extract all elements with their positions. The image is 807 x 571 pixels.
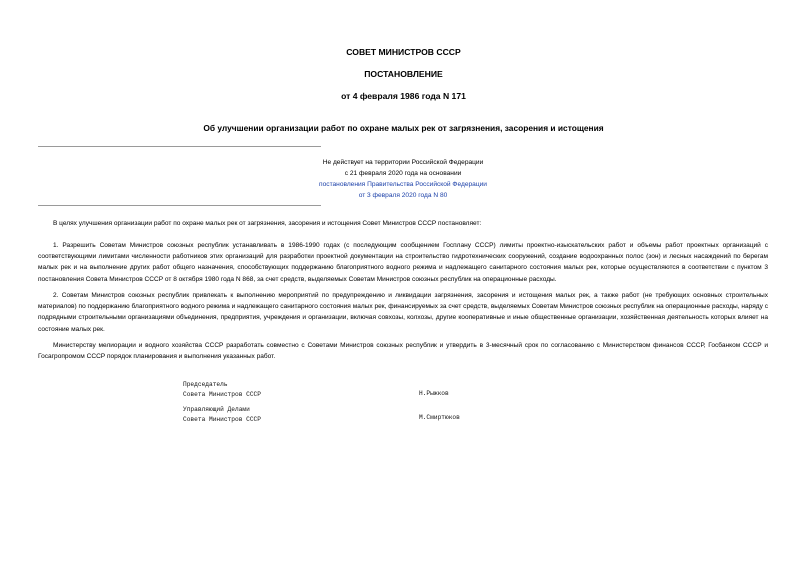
notice-top-divider xyxy=(38,146,321,147)
intro-paragraph: В целях улучшения организации работ по охране малых рек от загрязнения, засорения и истощения Совет Министров СССР постановляет: xyxy=(53,220,482,227)
paragraph-3: Министерству мелиорации и водного хозяйства СССР разработать совместно с Советами Министров союзных республик и утвердить в 3-месячный срок по согласованию с Министерством финансов СССР, Госбанком СССР и Госагропромом СССР порядок планирования и выполнения указанных работ. xyxy=(38,342,768,361)
signature-role-line-2: Совета Министров СССР xyxy=(183,390,261,398)
document-title: Об улучшении организации работ по охране малых рек от загрязнения, засорения и истощения xyxy=(203,123,604,133)
signature-name-chairman: Н.Рыжков xyxy=(419,390,449,397)
notice-line-1: Не действует на территории Российской Федерации xyxy=(322,159,484,166)
signature-role-line-1: Председатель xyxy=(183,381,228,388)
signature-block-chairman xyxy=(183,380,261,399)
paragraph-2: 2. Советам Министров союзных республик привлекать к выполнению мероприятий по предупреждению и ликвидации загрязнения, засорения и истощения малых рек, а также работ (не требующих основных строительных материалов) по поддержанию благоприятного водного режима и надлежащего санитарного состояния малых рек, финансируемых за счет средств, выделяемых Советам Министров союзных республик на операционные расходы, наряду с подрядными строительными организациями объединения, предприятия, учреждения и организации, включая совхозы, колхозы, другие кооперативные и иные общественные организации, хозяйственная деятельность которых влияет на состояние малых рек. xyxy=(38,292,768,333)
document-date-heading: от 4 февраля 1986 года N 171 xyxy=(341,91,466,101)
validity-notice xyxy=(38,157,768,201)
notice-link-date[interactable]: от 3 февраля 2020 года N 80 xyxy=(358,192,448,199)
paragraph-1: 1. Разрешить Советам Министров союзных республик устанавливать в 1986-1990 годах (с последующим сообщением Госплану СССР) лимиты проектно-изыскательских работ и объемы работ проектных организаций с соответствующими лимитами численности работников этих организаций для разработки проектной документации на строительство гидротехнических сооружений, создание водоохранных полос (зон) и лесных насаждений по берегам малых рек и на выполнение других работ общего назначения, способствующих поддержанию благоприятного водного режима и надлежащего санитарного состояния малых рек, которые осуществляются в соответствии с пунктом 3 постановления Совета Министров СССР от 8 октября 1980 года N 868, за счет средств, выделяемых Советам Министров союзных республик на операционные расходы. xyxy=(38,242,768,283)
signature-role-line-2: Совета Министров СССР xyxy=(183,415,261,423)
notice-line-2: с 21 февраля 2020 года на основании xyxy=(344,170,462,177)
signature-role-line-1: Управляющий Делами xyxy=(183,406,250,413)
signature-block-manager xyxy=(183,405,261,424)
notice-link-resolution[interactable]: постановления Правительства Российской Федерации xyxy=(319,181,487,188)
signature-name-manager: М.Смиртюков xyxy=(419,414,460,421)
notice-bottom-divider xyxy=(38,205,321,206)
issuer-heading: СОВЕТ МИНИСТРОВ СССР xyxy=(346,47,461,57)
document-type-heading: ПОСТАНОВЛЕНИЕ xyxy=(364,69,443,79)
